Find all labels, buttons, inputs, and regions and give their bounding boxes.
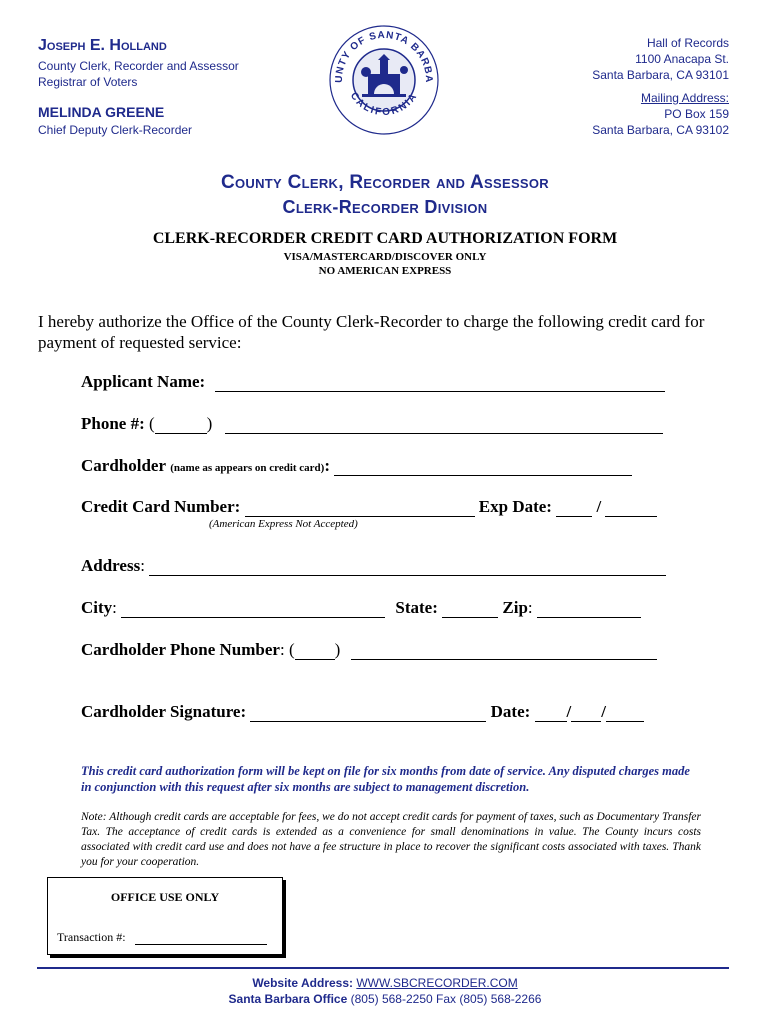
clerk-name: Joseph E. Holland (38, 37, 167, 54)
zip-field[interactable] (537, 602, 641, 618)
address-row: Address: (81, 556, 666, 576)
applicant-name-row (81, 372, 665, 392)
transaction-number-field[interactable] (135, 933, 267, 945)
header-right (509, 35, 729, 138)
division-title: Clerk-Recorder Division (282, 197, 488, 217)
svg-text:CALIFORNIA: CALIFORNIA (347, 90, 421, 119)
cardholder-row: Cardholder (name as appears on credit card): (81, 456, 632, 476)
svg-text:COUNTY OF SANTA BARBARA: UNTY OF SANTA BARBA (333, 29, 435, 84)
website-link[interactable]: WWW.SBCRECORDER.COM (356, 976, 518, 990)
zip-label: Zip (502, 598, 528, 617)
clerk-title-2: Registrar of Voters (38, 75, 138, 89)
cardholder-phone-number-field[interactable] (351, 644, 657, 660)
cardholder-note: (name as appears on credit card) (170, 462, 325, 474)
deputy-name: MELINDA GREENE (38, 104, 165, 120)
applicant-name-field[interactable] (215, 376, 665, 392)
card-number-label: Credit Card Number: (81, 497, 241, 516)
signature-date-month-field[interactable] (535, 706, 567, 722)
tax-payment-note: Note: Although credit cards are acceptable for fees, we do not accept credit cards for payment of taxes, such as Documentary Transfer Tax. The acceptance of credit cards is extended as a convenience for small denominations in value. The County incurs costs associated with credit card use and does not have a fee structure in place to recover the significant costs associated with taxes. Thank you for your cooperation. (81, 811, 701, 868)
address-field[interactable] (149, 560, 666, 576)
authorization-statement: I hereby authorize the Office of the County Clerk-Recorder to charge the following credit card for payment of requested service: (38, 312, 705, 352)
cardholder-label: Cardholder (81, 456, 166, 475)
footer-website-row (0, 976, 770, 990)
county-seal (328, 24, 440, 136)
state-label: State: (395, 598, 438, 617)
amex-not-accepted-note: (American Express Not Accepted) (209, 518, 358, 530)
office-address-line-3: Santa Barbara, CA 93101 (592, 68, 729, 82)
signature-date-year-field[interactable] (606, 706, 644, 722)
phone-row: Phone #: ( ) (81, 414, 663, 434)
signature-row: Cardholder Signature: Date: / / (81, 702, 644, 722)
website-label: Website Address: (252, 976, 354, 990)
phone-number-field[interactable] (225, 418, 663, 434)
form-title: CLERK-RECORDER CREDIT CARD AUTHORIZATION FORM (152, 230, 618, 247)
seal-icon (328, 24, 440, 136)
signature-date-day-field[interactable] (571, 706, 601, 722)
signature-label: Cardholder Signature: (81, 702, 247, 721)
mailing-address-line-1: PO Box 159 (664, 107, 729, 121)
fax-number: (805) 568-2266 (459, 992, 542, 1006)
exp-year-field[interactable] (605, 501, 657, 517)
footer-divider (37, 967, 729, 969)
mailing-address-label: Mailing Address: (640, 91, 729, 105)
city-label: City (81, 598, 113, 617)
address-label: Address (81, 556, 141, 575)
office-phone: (805) 568-2250 (350, 992, 433, 1006)
deputy-title: Chief Deputy Clerk-Recorder (38, 123, 193, 137)
cardholder-phone-area-field[interactable] (295, 644, 335, 660)
office-address-line-1: Hall of Records (646, 36, 729, 50)
office-address-line-2: 1100 Anacapa St. (635, 52, 729, 66)
cardholder-phone-label: Cardholder Phone Number (81, 640, 280, 659)
card-number-field[interactable] (245, 501, 475, 517)
clerk-title-1: County Clerk, Recorder and Assessor (38, 59, 239, 73)
accepted-cards: VISA/MASTERCARD/DISCOVER ONLY (283, 251, 487, 263)
office-use-box (47, 877, 283, 955)
card-number-row: Credit Card Number: Exp Date: / (81, 497, 657, 517)
mailing-address-line-2: Santa Barbara, CA 93102 (592, 123, 729, 137)
exp-date-label: Exp Date: (478, 497, 552, 516)
phone-label: Phone #: (81, 414, 145, 433)
department-title: County Clerk, Recorder and Assessor (221, 172, 549, 193)
state-field[interactable] (442, 602, 498, 618)
transaction-row (57, 930, 267, 945)
fax-label: Fax (436, 992, 457, 1006)
exp-month-field[interactable] (556, 501, 592, 517)
phone-area-code-field[interactable] (155, 418, 207, 434)
applicant-name-label: Applicant Name: (81, 372, 206, 391)
no-amex-notice: NO AMERICAN EXPRESS (318, 265, 452, 277)
signature-field[interactable] (250, 706, 486, 722)
office-use-title: OFFICE USE ONLY (110, 890, 220, 904)
signature-date-label: Date: (490, 702, 531, 721)
header-left (38, 37, 239, 138)
retention-notice: This credit card authorization form will be kept on file for six months from date of service. Any disputed charges made in conjunction with this request after six months are subject to management discretion. (81, 764, 690, 794)
cardholder-name-field[interactable] (334, 460, 632, 476)
transaction-label: Transaction #: (57, 930, 126, 944)
office-label: Santa Barbara Office (228, 992, 348, 1006)
cardholder-phone-row: Cardholder Phone Number: ( ) (81, 640, 657, 660)
city-state-zip-row: City: State: Zip: (81, 598, 641, 618)
city-field[interactable] (121, 602, 385, 618)
footer-phone-row (0, 992, 770, 1006)
